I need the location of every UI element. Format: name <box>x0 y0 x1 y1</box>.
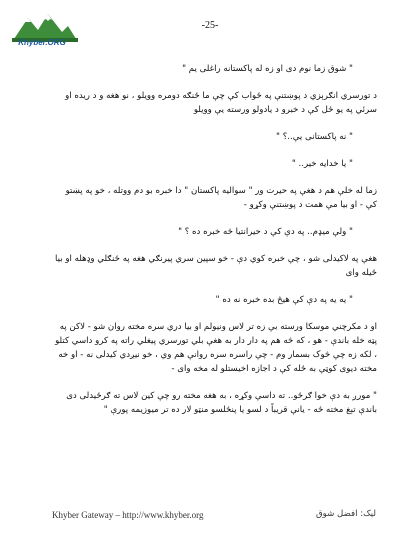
paragraph: " شوق زما نوم دی او زه له پاکستانه راغلی یم " <box>182 64 353 74</box>
paragraph: " يا خدايه خير.. " <box>291 159 353 169</box>
paragraph: زما له خلې هم د هغې په حيرت ور " سواليه پاکستان " دا خبره بو دم ووتله ، خو په پښتو کې - او بيا مې همت د پوښتنې وکړو - <box>65 186 377 210</box>
paragraph: هغې په لاکيدلی شو ، چې خبره کوي دې - خو سپين سري پيرنګي هغه په ځنګلي وډهله او بيا ځيله وای <box>55 254 377 278</box>
paragraph: د تورسري انګرېزي د پوښتنې په ځواب کې چې ما ځنګه دومره وويلو ، نو هغه و د ريده او سرئي په يو ځل کې د خبرو د يادولو ورسته يې وويلو <box>65 91 377 115</box>
paragraph: " ولې ميډم.. په دې کې د حيرانتيا څه خبره ده ؟ " <box>178 227 353 237</box>
paragraph: " نه پاکستانی يې..؟ " <box>276 132 353 142</box>
paragraph: " يه يه په دې کې هيڅ بده خبره نه ده " <box>215 295 353 305</box>
document-body <box>52 62 377 430</box>
logo-text: Khyber.ORG <box>18 38 66 47</box>
paragraph: او د مکرچني موسکا ورسته بې زه تر لاس ونيولم او بيا دري سره مخته روان شو - لاکن په پټه خله باندې - هو ، که څه هم په دار دار به هغې بلي تورسري پيغلي راته په کرو داسي کتلو ، لکه زه چې څوک بسمار وم - چې راسره سره روانې هم وي ، خو نيږدي کيدلی نه - او خه مخته ديوی کوټې به ځله کې د اجازه اخيستلو له مخه وای - <box>55 322 377 374</box>
page-number: -25- <box>201 20 219 31</box>
footer-author: ليک: افضل شوق <box>315 509 376 519</box>
paragraph: " مورږ به دې خوا ګرځو.. ته داسې وکړه ، به هغه مخته رو چې کين لاس ته ګرځيدلی دی باندې تېغ مخته ځه - يانې قريباً د لسو يا پنځلسو منټو لار ده تر ميوزيمه پورې " <box>66 391 377 415</box>
footer-site: Khyber Gateway – http://www.khyber.org <box>52 510 204 520</box>
